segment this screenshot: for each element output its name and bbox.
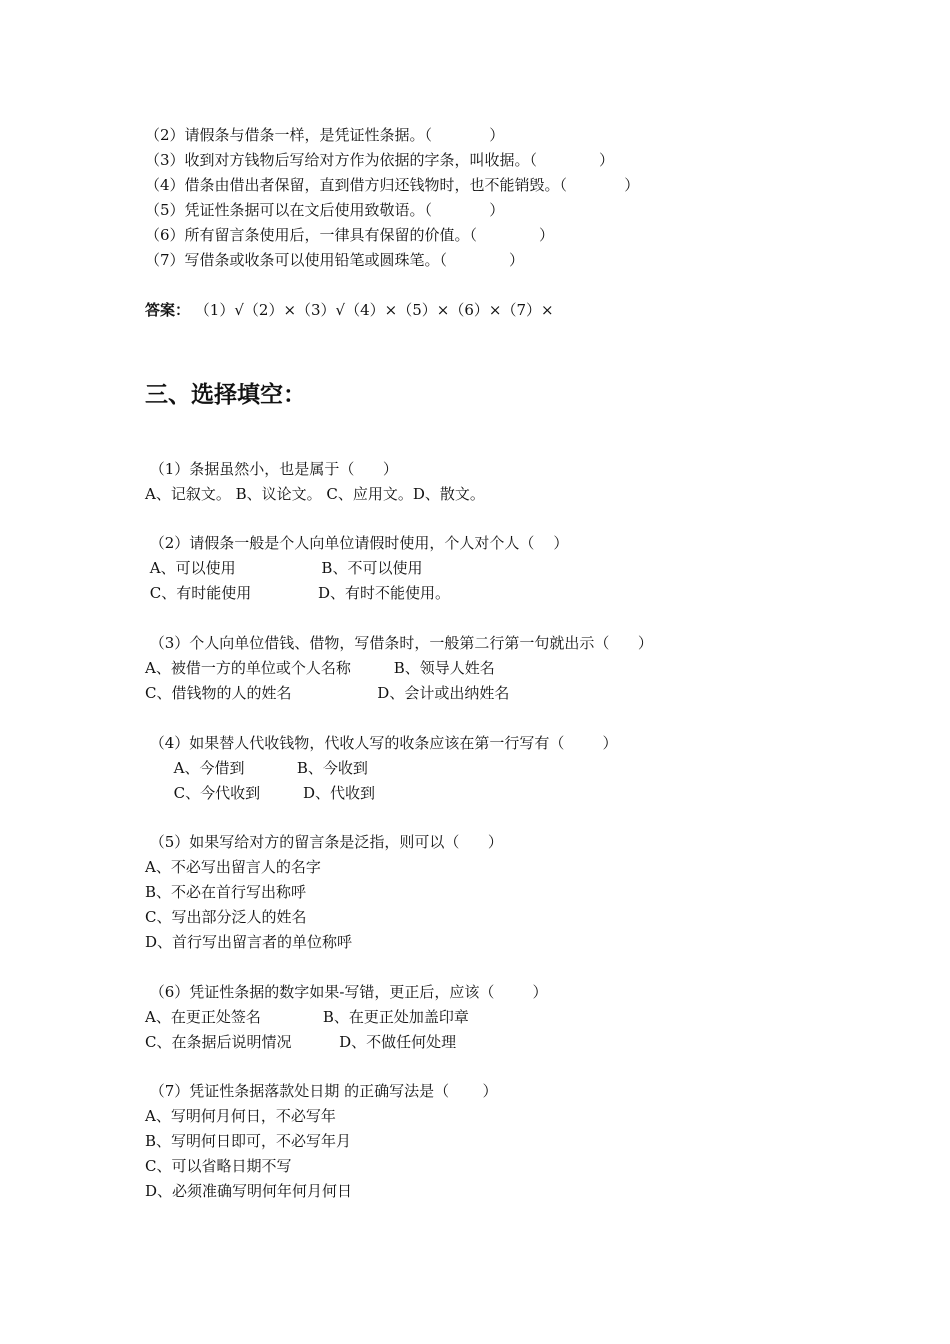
question-option: C、有时能使用 D、有时不能使用。 (145, 584, 451, 602)
question-option: C、在条据后说明情况 D、不做任何处理 (145, 1033, 457, 1051)
judgement-item-4: （4）借条由借出者保留，直到借方归还钱物时，也不能销毁。（ ） (145, 176, 640, 194)
question-option: B、不必在首行写出称呼 (145, 883, 307, 901)
question-option: B、写明何日即可，不必写年月 (145, 1132, 352, 1150)
question-option: A、可以使用 B、不可以使用 (145, 559, 423, 577)
answer-label: 答案： (145, 301, 191, 319)
question-option: C、借钱物的人的姓名 D、会计或出纳姓名 (145, 684, 510, 702)
question-stem-4: （4）如果替人代收钱物，代收人写的收条应该在第一行写有（ ） (145, 734, 618, 752)
judgement-item-3: （3）收到对方钱物后写给对方作为依据的字条，叫收据。（ ） (145, 151, 615, 169)
question-option: D、必须准确写明何年何月何日 (145, 1182, 353, 1200)
question-stem-2: （2）请假条一般是个人向单位请假时使用，个人对个人（ ） (145, 534, 569, 552)
question-option: A、被借一方的单位或个人名称 B、领导人姓名 (145, 659, 495, 677)
question-option: A、写明何月何日，不必写年 (145, 1107, 336, 1125)
question-option: D、首行写出留言者的单位称呼 (145, 933, 353, 951)
answer-text: （1）√（2）×（3）√（4）×（5）×（6）×（7）× (194, 301, 554, 319)
question-stem-1: （1）条据虽然小，也是属于（ ） (145, 460, 398, 478)
judgement-item-2: （2）请假条与借条一样，是凭证性条据。（ ） (145, 126, 505, 144)
question-stem-6: （6）凭证性条据的数字如果-写错，更正后，应该（ ） (145, 983, 548, 1001)
judgement-item-7: （7）写借条或收条可以使用铅笔或圆珠笔。（ ） (145, 251, 525, 269)
question-option: C、写出部分泛人的姓名 (145, 908, 307, 926)
question-option: A、在更正处签名 B、在更正处加盖印章 (145, 1008, 469, 1026)
question-stem-3: （3）个人向单位借钱、借物，写借条时，一般第二行第一句就出示（ ） (145, 634, 653, 652)
judgement-item-5: （5）凭证性条据可以在文后使用致敬语。（ ） (145, 201, 505, 219)
question-stem-5: （5）如果写给对方的留言条是泛指，则可以（ ） (145, 833, 503, 851)
section-heading: 三、选择填空： (145, 382, 306, 408)
judgement-item-6: （6）所有留言条使用后，一律具有保留的价值。（ ） (145, 226, 555, 244)
answer-line (145, 300, 554, 320)
question-stem-7: （7）凭证性条据落款处日期 的正确写法是（ ） (145, 1082, 498, 1100)
question-option: A、记叙文。 B、议论文。 C、应用文。D、散文。 (145, 485, 485, 503)
question-option: A、不必写出留言人的名字 (145, 858, 321, 876)
question-option: A、今借到 B、今收到 (145, 759, 368, 777)
question-option: C、今代收到 D、代收到 (145, 784, 376, 802)
question-option: C、可以省略日期不写 (145, 1157, 292, 1175)
